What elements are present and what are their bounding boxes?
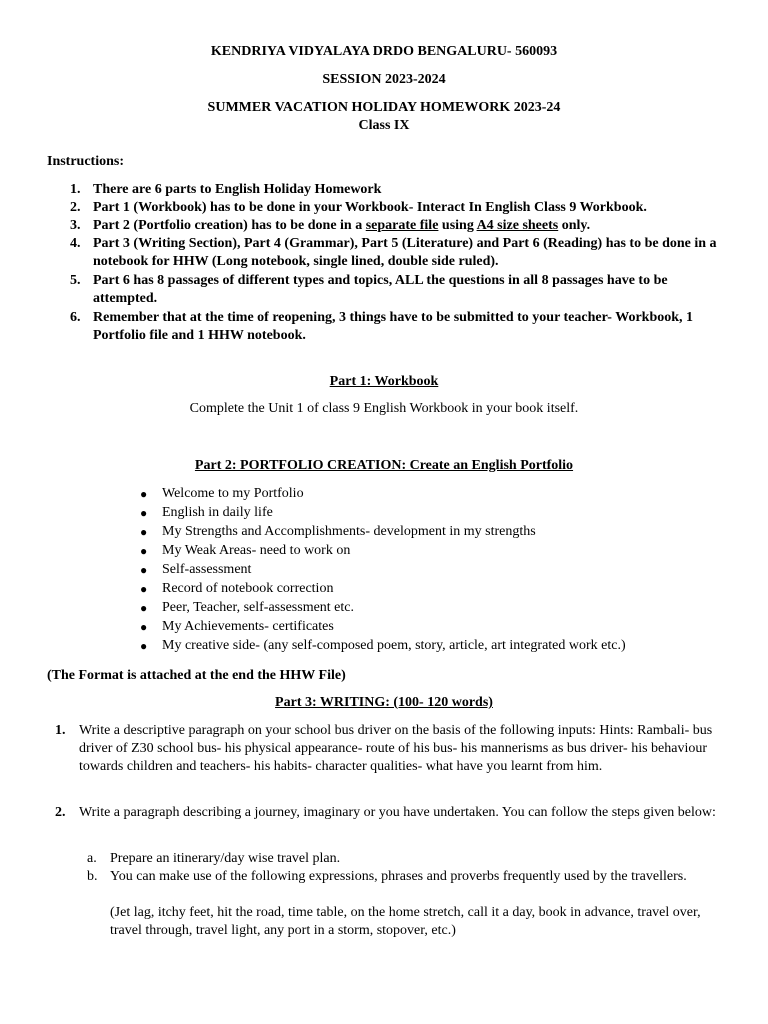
writing-question-1: Write a descriptive paragraph on your school bus driver on the basis of the following inputs: Hints: Rambali- bus driver of Z30 school bus- his physical appearance- route of his bus- his mannerisms as bus driver- his behaviour towards children and teachers- his habits- character qualities- what have you learnt from him.: [79, 723, 713, 774]
format-note: (The Format is attached at the end the HHW File): [47, 668, 346, 683]
bullet-icon: ●: [140, 563, 148, 577]
instruction-text: Part 2 (Portfolio creation) has to be done in a: [93, 218, 366, 233]
instructions-heading: Instructions:: [47, 154, 125, 169]
instruction-item: [93, 217, 733, 235]
writing-question-2: Write a paragraph describing a journey, imaginary or you have undertaken. You can follow the steps given below:: [79, 805, 716, 820]
bullet-icon: ●: [140, 620, 148, 634]
bullet-icon: ●: [140, 601, 148, 615]
sub-label: a.: [87, 851, 97, 866]
instruction-number: 2.: [70, 200, 81, 215]
instruction-item: Part 3 (Writing Section), Part 4 (Grammar), Part 5 (Literature) and Part 6 (Reading) has to be done in a notebook for HHW (Long notebook, single lined, double side ruled).: [93, 236, 717, 269]
portfolio-item: My Strengths and Accomplishments- development in my strengths: [162, 524, 536, 539]
question-number: 1.: [55, 723, 66, 738]
instruction-text: only.: [558, 218, 591, 233]
portfolio-item: Peer, Teacher, self-assessment etc.: [162, 600, 355, 615]
instruction-number: 5.: [70, 273, 81, 288]
instruction-item: There are 6 parts to English Holiday Homework: [93, 182, 382, 197]
bullet-icon: ●: [140, 639, 148, 653]
instruction-number: 6.: [70, 310, 81, 325]
sub-item-b-phrases: (Jet lag, itchy feet, hit the road, time table, on the home stretch, call it a day, book in advance, travel over, travel through, travel light, any port in a storm, stopover, etc.): [110, 905, 701, 938]
bullet-icon: ●: [140, 525, 148, 539]
bullet-icon: ●: [140, 582, 148, 596]
sub-item-a: Prepare an itinerary/day wise travel plan.: [110, 851, 341, 866]
instruction-item: Remember that at the time of reopening, 3 things have to be submitted to your teacher- Workbook, 1 Portfolio file and 1 HHW notebook.: [93, 310, 694, 343]
instruction-text: using: [438, 218, 477, 233]
a4-sheets-text: A4 size sheets: [476, 218, 559, 233]
part1-heading: Part 1: Workbook: [329, 374, 439, 389]
separate-file-text: separate file: [365, 218, 439, 233]
class-label: Class IX: [358, 118, 410, 133]
part1-text: Complete the Unit 1 of class 9 English Workbook in your book itself.: [189, 401, 579, 416]
session: SESSION 2023-2024: [322, 72, 446, 87]
bullet-icon: ●: [140, 544, 148, 558]
portfolio-item: Welcome to my Portfolio: [162, 486, 304, 501]
bullet-icon: ●: [140, 506, 148, 520]
question-number: 2.: [55, 805, 66, 820]
instruction-number: 4.: [70, 236, 81, 251]
portfolio-item: My Weak Areas- need to work on: [162, 543, 351, 558]
portfolio-item: Self-assessment: [162, 562, 252, 577]
sub-item-b: You can make use of the following expressions, phrases and proverbs frequently used by the travellers.: [110, 869, 687, 884]
homework-title: SUMMER VACATION HOLIDAY HOMEWORK 2023-24: [207, 100, 561, 115]
sub-label: b.: [87, 869, 98, 884]
portfolio-item: English in daily life: [162, 505, 273, 520]
portfolio-item: Record of notebook correction: [162, 581, 334, 596]
instruction-number: 3.: [70, 218, 81, 233]
instruction-item: Part 1 (Workbook) has to be done in your Workbook- Interact In English Class 9 Workbook.: [93, 200, 647, 215]
portfolio-item: My creative side- (any self-composed poem, story, article, art integrated work etc.): [162, 638, 626, 653]
part3-heading: Part 3: WRITING: (100- 120 words): [275, 695, 493, 710]
instruction-item: Part 6 has 8 passages of different types and topics, ALL the questions in all 8 passages have to be attempted.: [93, 273, 668, 306]
school-name: KENDRIYA VIDYALAYA DRDO BENGALURU- 560093: [210, 44, 558, 59]
instruction-number: 1.: [70, 182, 81, 197]
part2-heading: Part 2: PORTFOLIO CREATION: Create an English Portfolio: [194, 458, 574, 473]
portfolio-item: My Achievements- certificates: [162, 619, 334, 634]
bullet-icon: ●: [140, 487, 148, 501]
